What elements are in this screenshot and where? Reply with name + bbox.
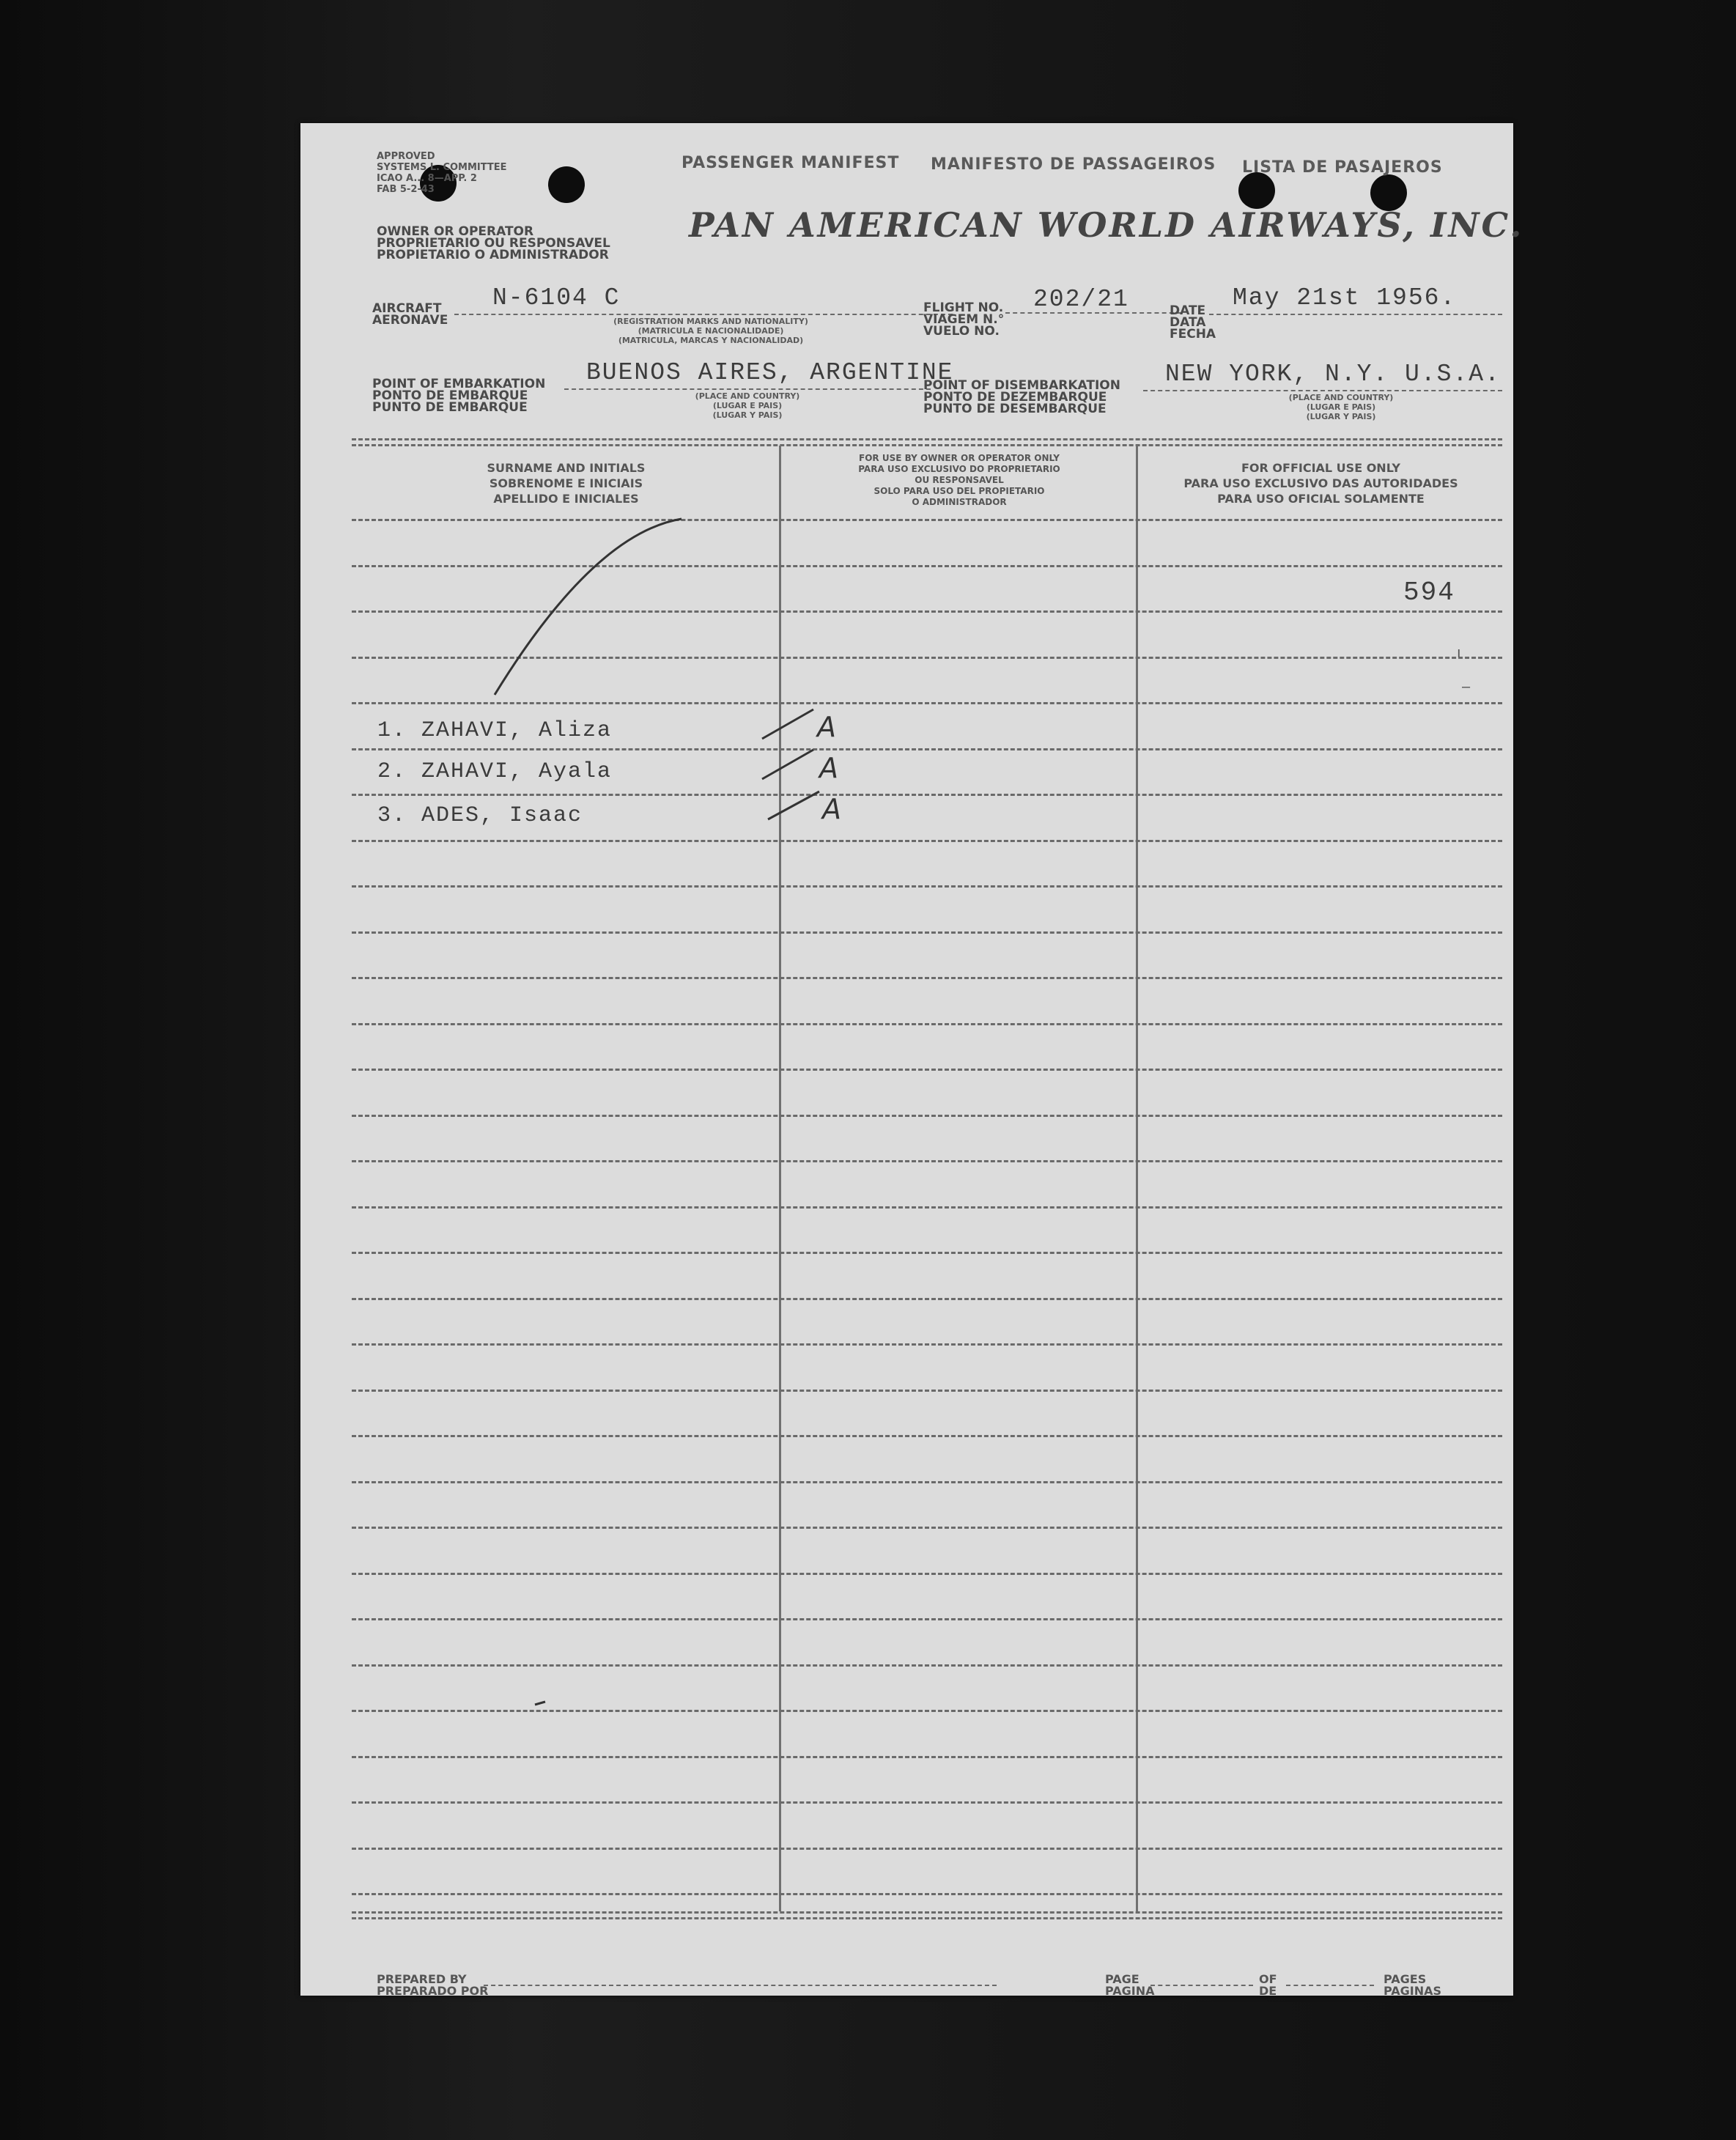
flight-label: FLIGHT NO. VIAGEM N.° VUELO NO.	[923, 300, 1005, 339]
aircraft-note: (REGISTRATION MARKS AND NATIONALITY) (MATRICULA E NACIONALIDADE) (MATRICULA, MARCAS Y NACIONALIDAD)	[613, 317, 808, 345]
prepared-by-label: PREPARED BY PREPARADO POR	[377, 1972, 489, 1998]
page-label: PAGE PAGINA	[1105, 1972, 1155, 1998]
manifest-sheet	[300, 123, 1524, 1998]
col-head-owner-use: FOR USE BY OWNER OR OPERATOR ONLY PARA USO EXCLUSIVO DO PROPRIETARIO OU RESPONSAVEL SOLO PARA USO DEL PROPIETARIO O ADMINISTRADOR	[858, 453, 1060, 507]
disembarkation-label: POINT OF DISEMBARKATION PONTO DE DEZEMBARQUE PUNTO DE DESEMBARQUE	[923, 378, 1120, 416]
passenger-mark-3: A	[822, 793, 841, 825]
title-en: PASSENGER MANIFEST	[682, 154, 900, 172]
title-es: LISTA DE PASAJEROS	[1242, 158, 1443, 177]
table-bottom-rule	[352, 1911, 1502, 1914]
owner-label: OWNER OR OPERATOR PROPRIETARIO OU RESPONSAVEL PROPIETARIO O ADMINISTRADOR	[377, 224, 610, 262]
dash-mark: –	[1462, 679, 1471, 695]
official-number: 594	[1403, 578, 1455, 608]
col-head-official: FOR OFFICIAL USE ONLY PARA USO EXCLUSIVO DAS AUTORIDADES PARA USO OFICIAL SOLAMENTE	[1183, 461, 1458, 506]
col-head-surname: SURNAME AND INITIALS SOBRENOME E INICIAIS APELLIDO E INICIALES	[487, 461, 646, 506]
pen-stroke	[300, 123, 1513, 1996]
date-label: DATE DATA FECHA	[1170, 303, 1216, 342]
prepared-by-line	[484, 1985, 997, 1986]
passenger-mark-2: A	[819, 752, 838, 784]
aircraft-value: N-6104 C	[492, 284, 621, 311]
embarkation-label: POINT OF EMBARKATION PONTO DE EMBARQUE PUNTO DE EMBARQUE	[372, 377, 546, 415]
disembarkation-value: NEW YORK, N.Y. U.S.A.	[1165, 361, 1501, 388]
tick-mark: ı	[1457, 645, 1461, 661]
pages-label: PAGES PAGINAS	[1384, 1972, 1442, 1998]
passenger-name-3: 3. ADES, Isaac	[377, 803, 583, 828]
passenger-name-1: 1. ZAHAVI, Aliza	[377, 718, 613, 743]
embarkation-note: (PLACE AND COUNTRY) (LUGAR E PAIS) (LUGAR Y PAIS)	[695, 391, 800, 420]
title-pt: MANIFESTO DE PASSAGEIROS	[931, 155, 1216, 174]
disembarkation-note: (PLACE AND COUNTRY) (LUGAR E PAIS) (LUGAR Y PAIS)	[1288, 393, 1394, 421]
passenger-name-2: 2. ZAHAVI, Ayala	[377, 759, 613, 784]
check-strokes	[755, 702, 857, 849]
date-value: May 21st 1956.	[1233, 284, 1457, 311]
page-line	[1150, 1985, 1253, 1986]
approval-block: APPROVED SYSTEMS L. COMMITTEE ICAO A... 8—APP. 2 FAB 5-2-43	[377, 151, 507, 195]
embarkation-value: BUENOS AIRES, ARGENTINE	[586, 359, 954, 386]
airline-name: PAN AMERICAN WORLD AIRWAYS, INC.	[689, 205, 1524, 245]
of-line	[1286, 1985, 1374, 1986]
passenger-mark-1: A	[817, 711, 836, 743]
flight-value: 202/21	[1033, 286, 1129, 313]
table-bottom-rule	[352, 1917, 1502, 1919]
of-label: OF DE	[1259, 1972, 1277, 1998]
aircraft-label: AIRCRAFT AERONAVE	[372, 301, 448, 328]
